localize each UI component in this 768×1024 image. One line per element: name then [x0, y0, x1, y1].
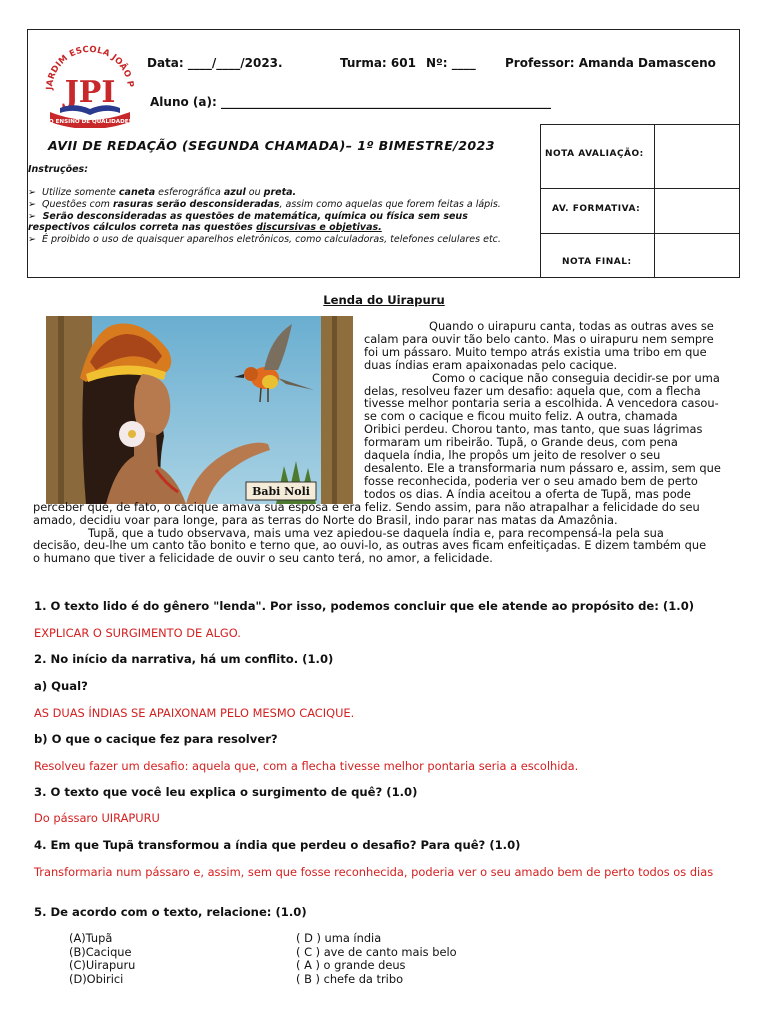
teacher-field: Professor: Amanda Damasceno [505, 56, 716, 70]
answer-4[interactable]: Transformaria num pássaro e, assim, sem que fosse reconhecida, poderia ver o seu amado bem de perto todos os dias [34, 865, 714, 879]
logo-initials: JPI [64, 75, 116, 110]
question-2b: b) O que o cacique fez para resolver? [34, 732, 278, 746]
match-answer[interactable]: ( C ) ave de canto mais belo [296, 944, 457, 959]
story-line: fosse reconhecida, poderia ver o seu amado bem de perto [364, 473, 698, 488]
story-line: perceber que, de fato, o cacique amava sua esposa e era feliz. Sendo assim, para não atrapalhar a felicidade do seu [33, 499, 700, 514]
story-line: todos os dias. A índia aceitou a oferta de Tupã, mas pode [364, 486, 691, 501]
story-line: calam para ouvir tão belo canto. Mas o uirapuru nem sempre [364, 331, 714, 346]
story-line: formaram um ribeirão. Tupã, o Grande deus, com pena [364, 435, 678, 450]
instruction-item: ➢ Questões com rasuras serão desconsideradas, assim como aquelas que forem feitas a lápis. [28, 198, 501, 210]
av-formativa-value[interactable] [654, 188, 740, 233]
question-3: 3. O texto que você leu explica o surgimento de quê? (1.0) [34, 785, 418, 799]
exam-title: AVII DE REDAÇÃO (SEGUNDA CHAMADA)– 1º BIMESTRE/2023 [48, 138, 495, 153]
story-line: Quando o uirapuru canta, todas as outras aves se [429, 319, 714, 333]
story-line: amado, decidiu voar para longe, para as terras do Norte do Brasil, indo parar nas matas da Amazônia. [33, 512, 618, 527]
nota-final-value[interactable] [654, 233, 740, 278]
date-field[interactable]: Data: ____/____/2023. [147, 56, 283, 70]
answer-1[interactable]: EXPLICAR O SURGIMENTO DE ALGO. [34, 626, 241, 640]
match-term: (C)Uirapuru [69, 958, 136, 972]
story-line: Como o cacique não conseguia decidir-se por uma [432, 370, 720, 385]
match-term: (D)Obirici [69, 971, 124, 986]
match-term: (B)Cacique [69, 944, 132, 959]
instructions-title: Instruções: [28, 164, 88, 175]
story-line: daquela índia, lhe propôs um jeito de resolver o seu [364, 448, 661, 463]
story-title: Lenda do Uirapuru [323, 293, 445, 307]
av-formativa-label: AV. FORMATIVA: [552, 204, 641, 214]
student-number-field[interactable]: Nº: ____ [426, 56, 476, 70]
story-line: decisão, deu-lhe um canto tão bonito e terno que, ao ouvi-lo, as outras aves ficam enfeitiçadas. E dizem também que [33, 538, 707, 553]
question-2a: a) Qual? [34, 679, 88, 693]
question-4: 4. Em que Tupã transformou a índia que perdeu o desafio? Para quê? (1.0) [34, 838, 521, 852]
class-field: Turma: 601 [340, 56, 416, 70]
logo-motto: O ENSINO DE QUALIDADE! [48, 119, 132, 125]
answer-3[interactable]: Do pássaro UIRAPURU [34, 811, 160, 825]
story-line: foi um pássaro. Muito tempo atrás existia uma tribo em que [364, 344, 707, 359]
story-line: duas índias eram apaixonadas pelo cacique. [364, 357, 618, 372]
story-line: tivesse melhor pontaria seria a escolhida. A vencedora casou- [364, 396, 719, 411]
illustration-signature: Babi Noli [252, 485, 310, 498]
question-2: 2. No início da narrativa, há um conflito. (1.0) [34, 652, 334, 666]
story-line: delas, resolveu fazer um desafio: aquela que, com a flecha [364, 383, 701, 398]
nota-final-label: NOTA FINAL: [562, 257, 632, 267]
answer-2a[interactable]: AS DUAS ÍNDIAS SE APAIXONAM PELO MESMO CACIQUE. [34, 706, 355, 720]
instruction-item: ➢ É proibido o uso de quaisquer aparelhos eletrônicos, como calculadoras, telefones celulares etc. [28, 234, 501, 246]
instruction-item: ➢ Serão desconsideradas as questões de matemática, química ou física sem seus [28, 210, 468, 222]
answer-2b[interactable]: Resolveu fazer um desafio: aquela que, com a flecha tivesse melhor pontaria seria a escolhida. [34, 759, 579, 773]
school-logo [38, 32, 142, 128]
nota-avaliacao-value[interactable] [654, 124, 740, 188]
grades-table [540, 124, 740, 278]
story-body [33, 320, 733, 565]
match-term: (A)Tupã [69, 931, 113, 945]
question-1: 1. O texto lido é do gênero "lenda". Por isso, podemos concluir que ele atende ao propósito de: (1.0) [34, 599, 695, 613]
story-line: Oribici perdeu. Chorou tanto, mas tanto, que suas lágrimas [364, 422, 703, 437]
story-line: desalento. Ele a transformaria num pássaro e, assim, sem que [364, 460, 721, 475]
match-answer[interactable]: ( D ) uma índia [296, 931, 382, 945]
matching-left-column [69, 932, 135, 986]
student-name-field[interactable]: Aluno (a): _______________________________________________________ [150, 95, 551, 109]
story-line: o humano que tiver a felicidade de ouvir o seu canto terá, no amor, a felicidade. [33, 551, 493, 566]
nota-avaliacao-label: NOTA AVALIAÇÃO: [545, 149, 644, 159]
instruction-item-continued: respectivos cálculos correta nas questões discursivas e objetivas. [28, 222, 382, 234]
instructions-list [28, 187, 548, 246]
logo-arc-text: JARDIM ESCOLA JOÃO P [44, 44, 135, 91]
match-answer[interactable]: ( B ) chefe da tribo [296, 971, 404, 986]
instruction-item: ➢ Utilize somente caneta esferográfica azul ou preta. [28, 187, 297, 198]
match-answer[interactable]: ( A ) o grande deus [296, 958, 406, 972]
matching-right-column [296, 932, 457, 986]
story-line: se com o cacique e ficou muito feliz. A outra, chamada [364, 409, 678, 424]
story-line: Tupã, que a tudo observava, mais uma vez apiedou-se daquela índia e, para recompensá-la pela sua [88, 525, 664, 540]
question-5: 5. De acordo com o texto, relacione: (1.0) [34, 905, 307, 919]
